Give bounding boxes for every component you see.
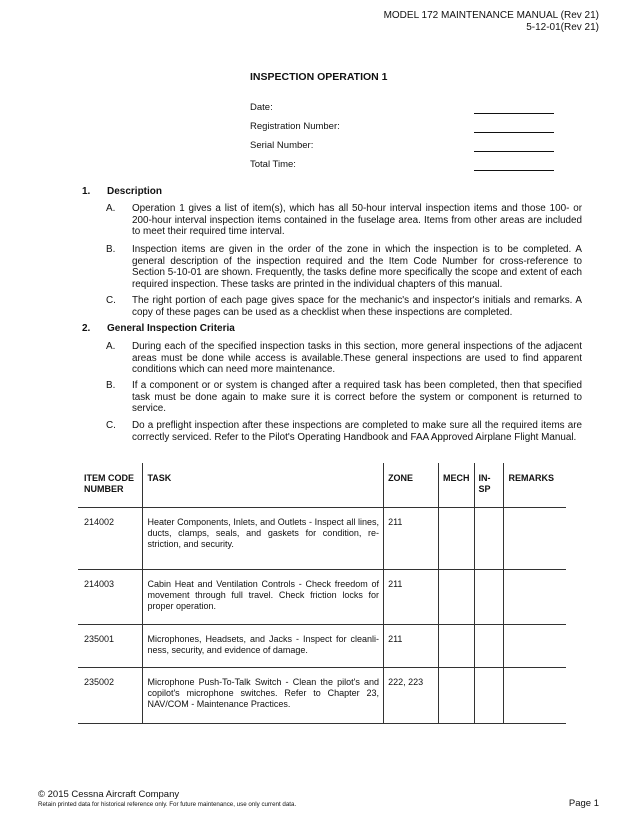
mech-initials-cell[interactable]: [439, 667, 475, 723]
form-blank-line: [474, 151, 554, 152]
table-row: [78, 667, 566, 723]
paragraph-letter: A.: [106, 341, 116, 352]
form-row-serial: [250, 140, 554, 159]
section-title: General Inspection Criteria: [107, 323, 235, 334]
remarks-cell[interactable]: [504, 569, 566, 624]
paragraph-letter: B.: [106, 380, 116, 391]
paragraph-letter: B.: [106, 244, 116, 255]
col-header-mech: MECH: [439, 463, 475, 507]
paragraph-letter: C.: [106, 420, 116, 431]
form-label: Serial Number:: [250, 140, 314, 151]
task-cell: Cabin Heat and Ventilation Controls - Check freedom of movement through full travel. Check friction locks for proper operation.: [143, 569, 384, 624]
remarks-cell[interactable]: [504, 624, 566, 667]
inspector-initials-cell[interactable]: [474, 507, 504, 569]
table-row: [78, 507, 566, 569]
paragraph-text: During each of the specified inspection tasks in this section, more general inspections of the adjacent areas must be done while access is available.These general inspections are used to find apparent conditions which can need more maintenance.: [132, 341, 582, 376]
zone-cell: 211: [384, 507, 439, 569]
mech-initials-cell[interactable]: [439, 624, 475, 667]
section-number: 2.: [82, 323, 91, 334]
paragraph-letter: C.: [106, 295, 116, 306]
task-cell: Microphone Push-To-Talk Switch - Clean the pilot's and copilot's microphone switches. Refer to Chapter 23, NAV/COM - Maintenance Practices.: [143, 667, 384, 723]
section-number: 1.: [82, 186, 91, 197]
paragraph-1a: [106, 203, 582, 238]
table-row: [78, 624, 566, 667]
col-header-remarks: REMARKS: [504, 463, 566, 507]
mech-initials-cell[interactable]: [439, 569, 475, 624]
form-row-registration: [250, 121, 554, 140]
paragraph-1c: [106, 295, 582, 318]
paragraph-text: If a component or or system is changed after a required task has been completed, then that specified task must be done again to make sure it is correct before the system or component is returned to service.: [132, 380, 582, 415]
page-title: INSPECTION OPERATION 1: [250, 71, 388, 83]
form-label: Date:: [250, 102, 273, 113]
inspector-initials-cell[interactable]: [474, 624, 504, 667]
page-footer: [38, 789, 296, 809]
item-code-cell: 214002: [78, 507, 143, 569]
table-header-row: [78, 463, 566, 507]
paragraph-text: Inspection items are given in the order of the zone in which the inspection is to be completed. A general description of the inspection required and the Item Code Number for cross-reference to Section 5-10-01 are shown. Frequently, the tasks define more specifically the scope and extent of each required inspection. These tasks are printed in the individual chapters of this manual.: [132, 244, 582, 291]
paragraph-2a: [106, 341, 582, 376]
page-header: [384, 10, 599, 34]
paragraph-text: Do a preflight inspection after these inspections are completed to make sure all the required items are correctly serviced. Refer to the Pilot's Operating Handbook and FAA Approved Airplane Flight Manual.: [132, 420, 582, 443]
form-row-date: [250, 102, 554, 121]
zone-cell: 211: [384, 624, 439, 667]
paragraph-text: The right portion of each page gives space for the mechanic's and inspector's initials and remarks. A copy of these pages can be used as a checklist when these inspections are completed.: [132, 295, 582, 318]
item-code-cell: 235002: [78, 667, 143, 723]
item-code-cell: 235001: [78, 624, 143, 667]
paragraph-text: Operation 1 gives a list of item(s), which has all 50-hour interval inspection items and those 100- or 200-hour interval inspection items contained in the fuselage area. Items from other areas are included to meet their required time interval.: [132, 203, 582, 238]
manual-title: MODEL 172 MAINTENANCE MANUAL (Rev 21): [383, 10, 599, 21]
copyright: © 2015 Cessna Aircraft Company: [38, 789, 180, 800]
form-blank-line: [474, 170, 554, 171]
col-header-inspector: IN- SP: [474, 463, 504, 507]
zone-cell: 211: [384, 569, 439, 624]
form-blank-line: [474, 132, 554, 133]
remarks-cell[interactable]: [504, 507, 566, 569]
inspection-form: [250, 102, 554, 178]
disclaimer: Retain printed data for historical reference only. For future maintenance, use only current data.: [38, 801, 297, 808]
paragraph-2b: [106, 380, 582, 415]
zone-cell: 222, 223: [384, 667, 439, 723]
table-row: [78, 569, 566, 624]
paragraph-letter: A.: [106, 203, 116, 214]
paragraph-2c: [106, 420, 582, 443]
section-title: Description: [107, 186, 163, 197]
col-header-task: TASK: [143, 463, 384, 507]
task-cell: Heater Components, Inlets, and Outlets - Inspect all lines, ducts, clamps, seals, and gaskets for condition, re-striction, and security.: [143, 507, 384, 569]
inspector-initials-cell[interactable]: [474, 667, 504, 723]
form-label: Registration Number:: [250, 121, 340, 132]
task-cell: Microphones, Headsets, and Jacks - Inspect for cleanli-ness, security, and evidence of damage.: [143, 624, 384, 667]
page-number: Page 1: [568, 798, 599, 809]
manual-reference: 5-12-01(Rev 21): [526, 22, 599, 33]
paragraph-1b: [106, 244, 582, 291]
form-row-total-time: [250, 159, 554, 178]
inspection-task-table: [78, 463, 566, 724]
form-label: Total Time:: [250, 159, 296, 170]
col-header-item-code: ITEM CODE NUMBER: [78, 463, 143, 507]
item-code-cell: 214003: [78, 569, 143, 624]
form-blank-line: [474, 113, 554, 114]
remarks-cell[interactable]: [504, 667, 566, 723]
col-header-zone: ZONE: [384, 463, 439, 507]
mech-initials-cell[interactable]: [439, 507, 475, 569]
inspector-initials-cell[interactable]: [474, 569, 504, 624]
